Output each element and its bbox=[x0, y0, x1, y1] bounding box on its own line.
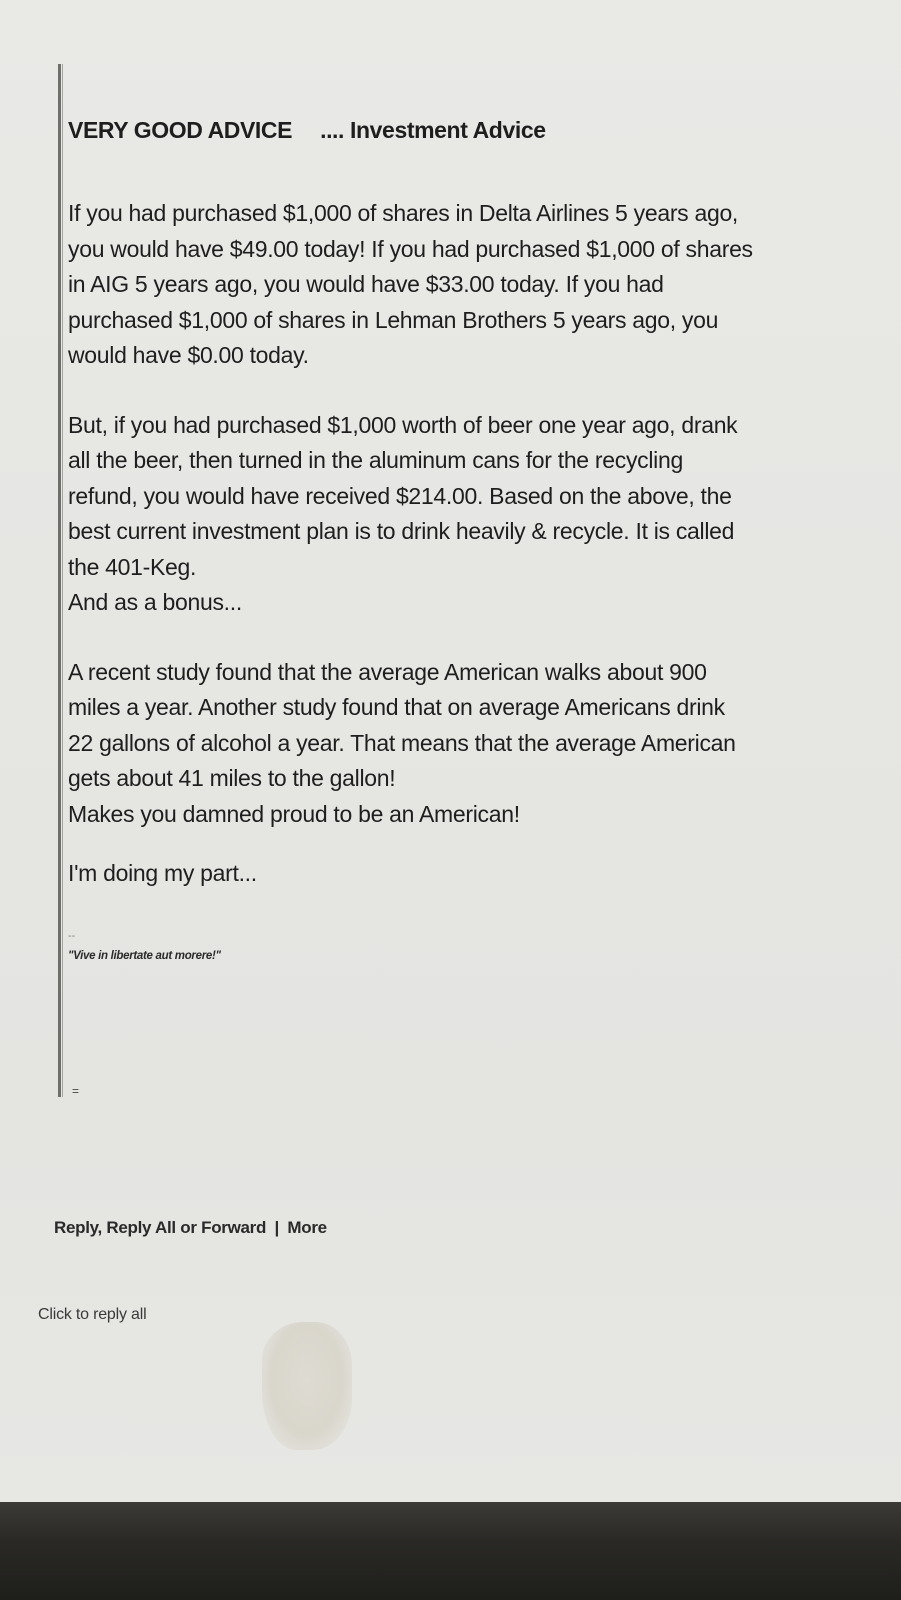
text-line: I'm doing my part... bbox=[68, 860, 257, 886]
paragraph-miles-per-gallon bbox=[68, 655, 898, 833]
text-line: And as a bonus... bbox=[68, 589, 242, 615]
comma: , bbox=[97, 1218, 107, 1237]
text-line: in AIG 5 years ago, you would have $33.00 today. If you had bbox=[68, 271, 664, 297]
signature-separator: -- bbox=[68, 929, 76, 942]
more-link[interactable]: More bbox=[287, 1218, 327, 1237]
text-line: purchased $1,000 of shares in Lehman Brothers 5 years ago, you bbox=[68, 306, 719, 333]
text-line: miles a year. Another study found that on average Americans drink bbox=[68, 694, 725, 720]
reply-link[interactable]: Reply bbox=[54, 1218, 98, 1237]
reply-all-box[interactable]: Click to reply all bbox=[38, 1306, 147, 1323]
paper-stain bbox=[262, 1322, 352, 1450]
quote-bar bbox=[58, 64, 61, 1097]
action-separator: | bbox=[274, 1218, 279, 1237]
text-line: refund, you would have received $214.00. Based on the above, the bbox=[68, 482, 732, 509]
signature-quote: "Vive in libertate aut morere!" bbox=[68, 949, 221, 962]
paragraph-beer-investment bbox=[68, 408, 898, 621]
text-line: would have $0.00 today. bbox=[68, 342, 309, 368]
quote-bar-highlight bbox=[62, 64, 63, 1097]
text-line: But, if you had purchased $1,000 worth of beer one year ago, drank bbox=[68, 411, 738, 438]
reply-all-link[interactable]: Reply All bbox=[106, 1218, 176, 1237]
subject-secondary: .... Investment Advice bbox=[320, 117, 546, 143]
email-subject bbox=[68, 110, 898, 150]
text-line: A recent study found that the average American walks about 900 bbox=[68, 658, 707, 685]
email-body bbox=[68, 110, 898, 962]
paragraph-stock-returns bbox=[68, 196, 898, 374]
text-line: all the beer, then turned in the aluminum cans for the recycling bbox=[68, 447, 683, 473]
text-line: gets about 41 miles to the gallon! bbox=[68, 765, 396, 791]
text-line: the 401-Keg. bbox=[68, 553, 197, 580]
subject-main: VERY GOOD ADVICE bbox=[68, 117, 293, 143]
text-line: Makes you damned proud to be an American! bbox=[68, 800, 520, 827]
forward-link[interactable]: Forward bbox=[201, 1218, 267, 1237]
reply-actions bbox=[54, 1218, 327, 1238]
or-text: or bbox=[180, 1218, 197, 1237]
text-line: best current investment plan is to drink heavily & recycle. It is called bbox=[68, 518, 735, 544]
text-line: you would have $49.00 today! If you had purchased $1,000 of shares bbox=[68, 235, 753, 262]
text-line: 22 gallons of alcohol a year. That means that the average American bbox=[68, 729, 736, 756]
trailing-mark: = bbox=[72, 1084, 80, 1098]
text-line: If you had purchased $1,000 of shares in Delta Airlines 5 years ago, bbox=[68, 200, 739, 226]
paragraph-closing bbox=[68, 856, 898, 892]
table-surface bbox=[0, 1502, 901, 1600]
